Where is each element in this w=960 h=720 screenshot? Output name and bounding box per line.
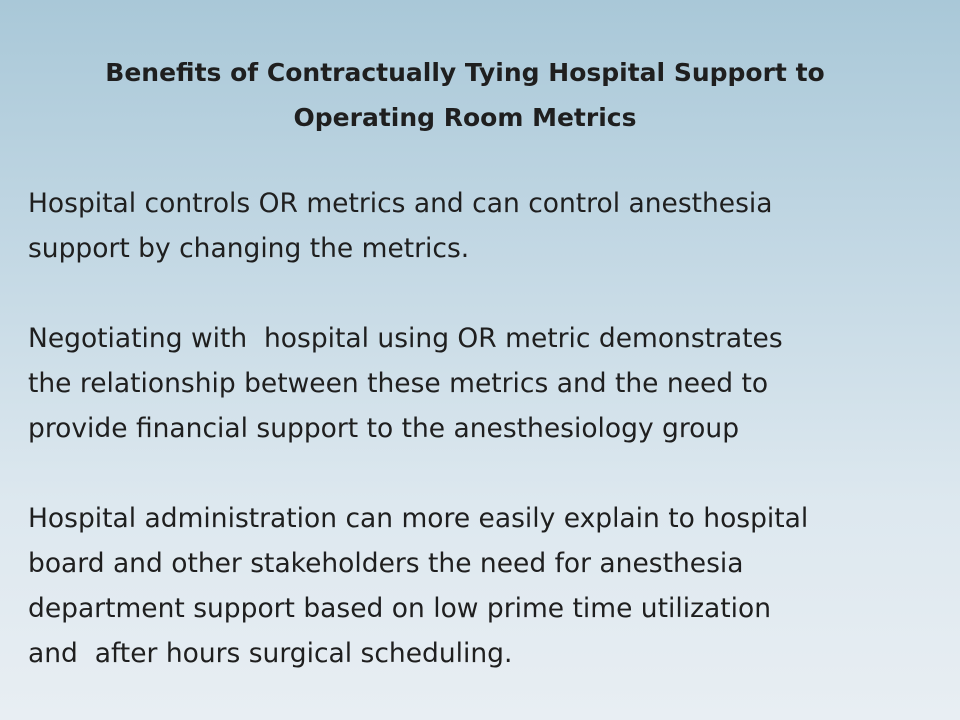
paragraph-line: and after hours surgical scheduling.: [28, 638, 513, 669]
paragraph-hospital-administration: [28, 496, 938, 676]
paragraph-line: the relationship between these metrics and the need to: [28, 368, 769, 399]
paragraph-line: board and other stakeholders the need for anesthesia: [28, 548, 744, 579]
paragraph-negotiating: [28, 316, 938, 451]
paragraph-line: Negotiating with hospital using OR metric demonstrates: [28, 323, 783, 354]
paragraph-hospital-controls: [28, 181, 938, 271]
paragraph-line: Hospital administration can more easily explain to hospital: [28, 503, 809, 534]
slide-title: [40, 50, 890, 140]
paragraph-line: provide financial support to the anesthesiology group: [28, 413, 740, 444]
slide-title-line-2: Operating Room Metrics: [293, 103, 637, 132]
paragraph-line: support by changing the metrics.: [28, 233, 470, 264]
paragraph-line: Hospital controls OR metrics and can control anesthesia: [28, 188, 773, 219]
slide-title-line-1: Benefits of Contractually Tying Hospital Support to: [105, 58, 825, 87]
paragraph-line: department support based on low prime time utilization: [28, 593, 771, 624]
